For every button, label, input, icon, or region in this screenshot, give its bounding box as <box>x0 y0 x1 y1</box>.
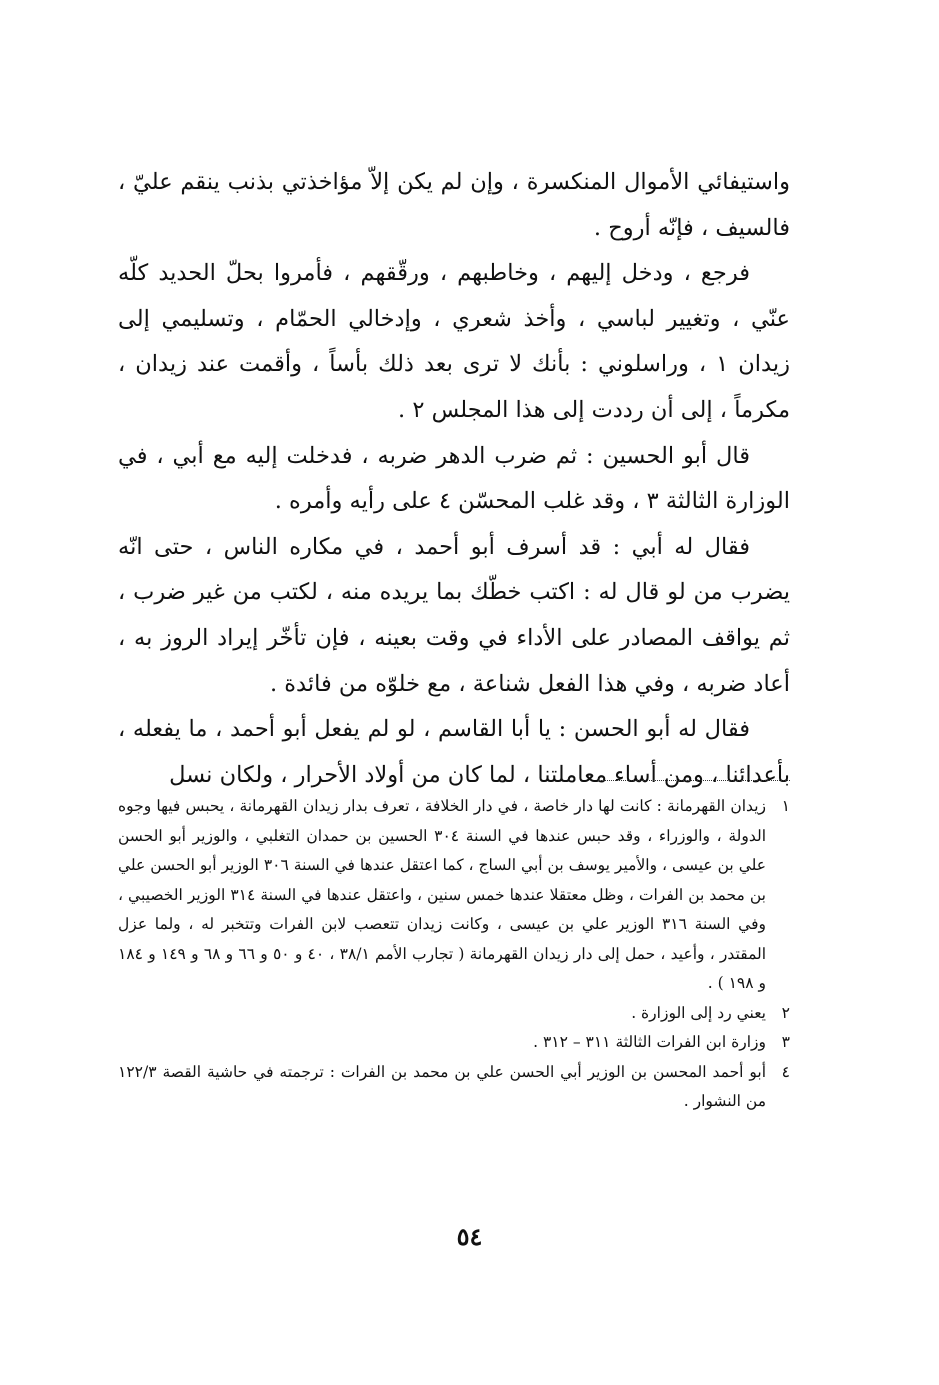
footnote-4 <box>118 1058 790 1117</box>
paragraph-1: واستيفائي الأموال المنكسرة ، وإن لم يكن إلاّ مؤاخذتي بذنب ينقم عليّ ، فالسيف ، فإنّه أروح . <box>118 169 790 241</box>
paragraph-2: فرجع ، ودخل إليهم ، وخاطبهم ، ورقّقهم ، فأمروا بحلّ الحديد كلّه عنّي ، وتغيير لباسي ، وأخذ شعري ، وإدخالي الحمّام ، وتسليمي إلى زيدان ١ ، وراسلوني : بأنك لا ترى بعد ذلك بأساً ، وأقمت عند زيدان ، مكرماً ، إلى أن رددت إلى هذا المجلس ٢ . <box>118 260 790 423</box>
footnotes <box>118 792 790 1117</box>
footnote-text: يعني رد إلى الوزارة . <box>631 1003 766 1022</box>
footnote-1 <box>118 792 790 999</box>
footnote-number: ٣ <box>781 1033 790 1051</box>
footnote-divider <box>598 780 790 781</box>
footnote-text: أبو أحمد المحسن بن الوزير أبي الحسن علي بن محمد بن الفرات : ترجمته في حاشية القصة ١٢٢/٣ من النشوار . <box>118 1062 766 1110</box>
footnote-3 <box>118 1028 790 1058</box>
paragraph-5: فقال له أبو الحسن : يا أبا القاسم ، لو لم يفعل أبو أحمد ، ما يفعله ، بأعدائنا ، ومن أساء معاملتنا ، لما كان من أولاد الأحرار ، ولكان نسل <box>118 716 790 788</box>
footnote-text: زيدان القهرمانة : كانت لها دار خاصة ، في دار الخلافة ، تعرف بدار زيدان القهرمانة ، يحبس فيها وجوه الدولة ، والوزراء ، وقد حبس عندها في السنة ٣٠٤ الحسين بن حمدان التغلبي ، والوزير أبو الحسن علي بن عيسى ، والأمير يوسف بن أبي الساج ، كما اعتقل عندها في السنة ٣٠٦ الوزير أبو الحسن علي بن محمد بن الفرات ، وظل معتقلا عندها خمس سنين ، واعتقل عندها في السنة ٣١٤ الوزير الخصيبي ، وفي السنة ٣١٦ الوزير علي بن عيسى ، وكانت زيدان تتعصب لابن الفرات وتتخبر له ، ولما عزل المقتدر ، وأعيد ، حمل إلى دار زيدان القهرمانة ( تجارب الأمم ٣٨/١ ، ٤٠ و ٥٠ و ٦٦ و ٦٨ و ١٤٩ و ١٨٤ و ١٩٨ ) . <box>118 797 767 992</box>
footnote-number: ١ <box>781 797 790 815</box>
main-text <box>118 160 790 798</box>
footnote-number: ٢ <box>781 1003 790 1022</box>
footnote-text: وزارة ابن الفرات الثالثة ٣١١ – ٣١٢ . <box>533 1033 766 1051</box>
footnote-2 <box>118 999 790 1029</box>
page-number: ٥٤ <box>456 1222 483 1251</box>
paragraph-3: قال أبو الحسين : ثم ضرب الدهر ضربه ، فدخلت إليه مع أبي ، في الوزارة الثالثة ٣ ، وقد غلب المحسّن ٤ على رأيه وأمره . <box>118 442 790 515</box>
footnote-number: ٤ <box>781 1062 790 1081</box>
paragraph-4: فقال له أبي : قد أسرف أبو أحمد ، في مكاره الناس ، حتى انّه يضرب من لو قال له : اكتب خطّك بما يريده منه ، لكتب من غير ضرب ، ثم يواقف المصادر على الأداء في وقت بعينه ، فإن تأخّر إيراد الروز به ، أعاد ضربه ، وفي هذا الفعل شناعة ، مع خلوّه من فائدة . <box>118 533 790 697</box>
